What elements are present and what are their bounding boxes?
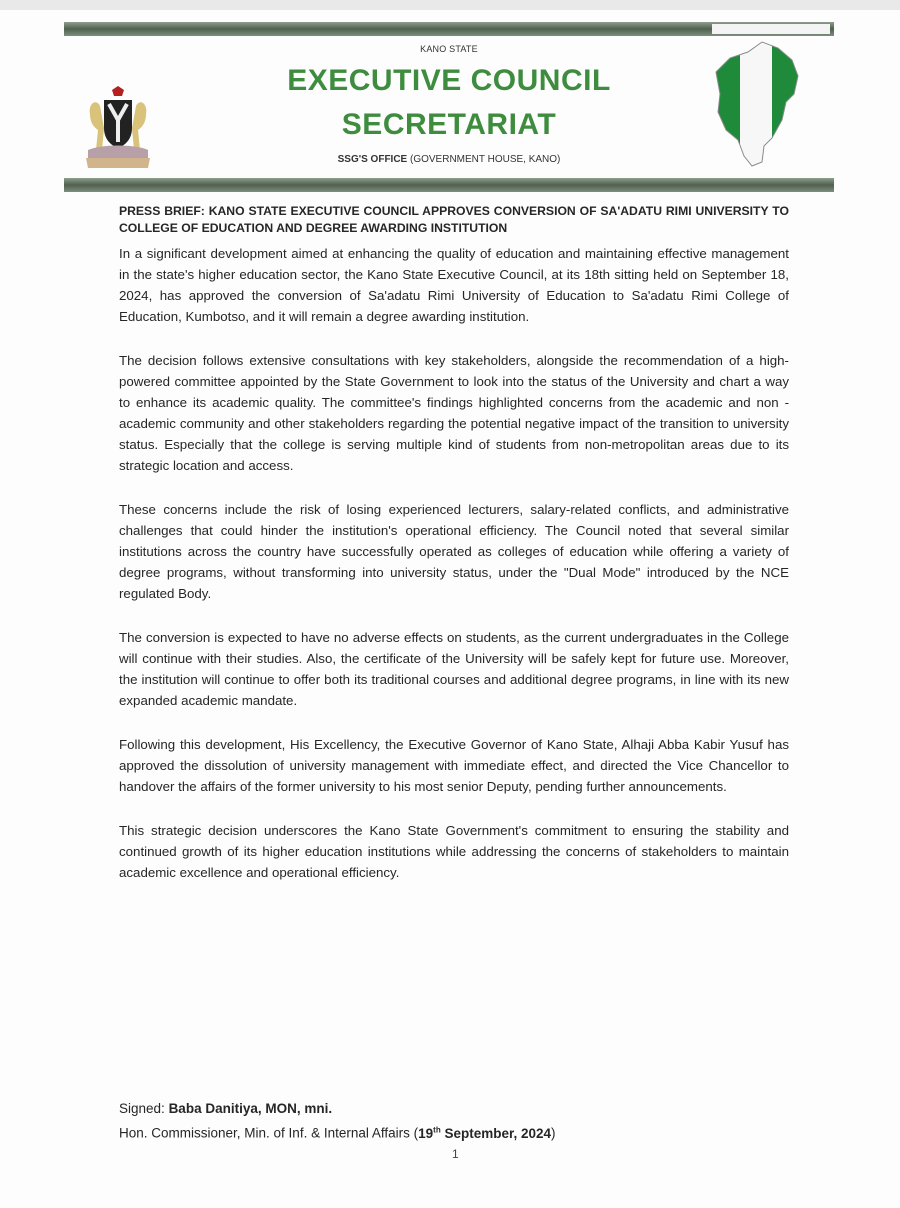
brief-body (119, 203, 789, 906)
paragraph-5: Following this development, His Excellency, the Executive Governor of Kano State, Alhaji Abba Kabir Yusuf has approved the dissolution of university management with immediate effect, and directed the Vice Chancellor to handover the affairs of the former university to his most senior Deputy, pending further announcements. (119, 737, 789, 794)
paragraph-4: The conversion is expected to have no adverse effects on students, as the current undergraduates in the College will continue with their studies. Also, the certificate of the University will be safely kept for future use. Moreover, the institution will continue to offer both its traditional courses and additional degree programs, in line with its new expanded academic mandate. (119, 630, 789, 708)
signed-label: Signed: (119, 1101, 165, 1116)
paragraph-1: In a significant development aimed at enhancing the quality of education and maintaining effective management in the state's higher education sector, the Kano State Executive Council, at its 18th sitting held on September 18, 2024, has approved the conversion of Sa'adatu Rimi University of Education to Sa'adatu Rimi College of Education, Kumbotso, and it will remain a degree awarding institution. (119, 246, 789, 324)
paragraph-6: This strategic decision underscores the Kano State Government's commitment to ensuring the stability and continued growth of its higher education institutions while addressing the concerns of stakeholders to maintain academic excellence and operational efficiency. (119, 823, 789, 880)
letterhead (64, 20, 834, 196)
state-label: KANO STATE (420, 44, 478, 54)
signatory-name: Baba Danitiya, MON, mni. (168, 1101, 333, 1116)
paragraph-2: The decision follows extensive consultations with key stakeholders, alongside the recommendation of a high-powered committee appointed by the State Government to look into the status of the University and chart a way to enhance its academic quality. The committee's findings highlighted concerns from the academic and non - academic community and other stakeholders regarding the potential negative impact of the transition to university status. Especially that the college is serving multiple kind of students from non-metropolitan areas due to its strategic location and access. (119, 353, 789, 473)
signature-date (418, 1126, 551, 1141)
letterhead-title-line-1: EXECUTIVE COUNCIL (287, 64, 611, 97)
office-line (64, 154, 834, 165)
signed-line (119, 1098, 799, 1119)
office-name: SSG'S OFFICE (337, 154, 408, 165)
closing-paren: ) (551, 1125, 556, 1141)
signature-block (119, 1098, 799, 1144)
letterhead-bottom-bar (64, 178, 834, 192)
office-location: (GOVERNMENT HOUSE, KANO) (410, 154, 561, 165)
letterhead-top-bar (64, 22, 834, 36)
date-rest: September, 2024 (440, 1125, 552, 1141)
brief-headline: PRESS BRIEF: KANO STATE EXECUTIVE COUNCIL APPROVES CONVERSION OF SA'ADATU RIMI UNIVERSITY TO COLLEGE OF EDUCATION AND DEGREE AWARDING INSTITUTION (119, 204, 789, 235)
paragraph-3: These concerns include the risk of losing experienced lecturers, salary-related conflicts, and administrative challenges that could hinder the institution's operational efficiency. The Council noted that several similar institutions across the country have successfully operated as colleges of education while offering a variety of degree programs, without transforming into university status, under the "Dual Mode" introduced by the NCE regulated Body. (119, 502, 789, 601)
letterhead-title-line-2: SECRETARIAT (341, 108, 557, 141)
date-suffix: th (433, 1125, 441, 1134)
nigeria-map-flag-icon (708, 38, 804, 172)
signatory-title: Hon. Commissioner, Min. of Inf. & Internal Affairs ( (119, 1125, 419, 1141)
signatory-title-line (119, 1119, 799, 1144)
date-day: 19 (418, 1125, 434, 1141)
top-strip (0, 0, 900, 10)
page-number: 1 (452, 1147, 459, 1161)
